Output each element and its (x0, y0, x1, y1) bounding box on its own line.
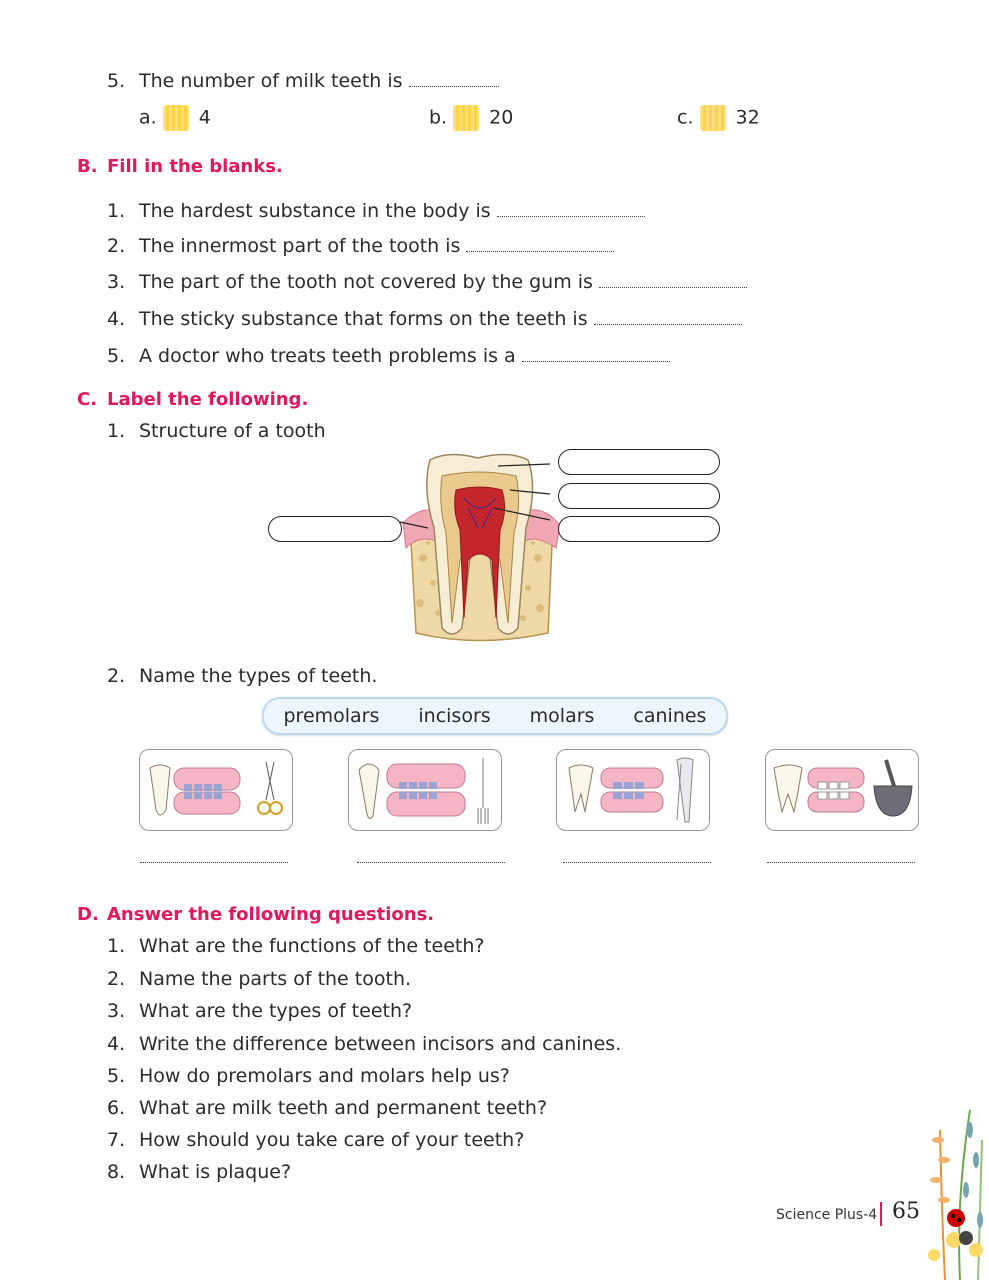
premolar-card (556, 749, 710, 831)
question-item: 6. What are milk teeth and permanent teeth? (107, 1097, 548, 1119)
question-item: 4. Write the difference between incisors and canines. (107, 1033, 622, 1055)
fill-item: 4. The sticky substance that forms on the teeth is (107, 307, 742, 331)
answer-blank[interactable] (767, 862, 915, 863)
answer-blank[interactable] (522, 347, 670, 362)
option-c[interactable]: c. 32 (677, 105, 760, 131)
fill-item: 5. A doctor who treats teeth problems is a (107, 344, 670, 368)
premolar-tooth-icon (569, 765, 593, 812)
incisor-tooth-icon (150, 765, 170, 815)
question-item: 1. What are the functions of the teeth? (107, 935, 485, 957)
fork-icon (478, 758, 488, 824)
answer-box[interactable] (163, 105, 189, 131)
answer-blank[interactable] (466, 237, 614, 252)
molar-tooth-icon (774, 765, 802, 812)
canine-card (348, 749, 502, 831)
molar-card (765, 749, 919, 831)
answer-blank[interactable] (409, 72, 499, 87)
tooth-label-box-dentine[interactable] (558, 483, 720, 509)
label-item-2: 2. Name the types of teeth. (107, 665, 378, 687)
canine-tooth-icon (359, 764, 379, 819)
word-bank (262, 697, 728, 735)
tooth-label-box-enamel[interactable] (558, 449, 720, 475)
fill-item: 1. The hardest substance in the body is (107, 199, 645, 223)
section-b-heading: B. Fill in the blanks. (77, 156, 283, 177)
question-5: 5. The number of milk teeth is (107, 69, 499, 93)
word-premolars: premolars (283, 705, 380, 727)
fill-item: 2. The innermost part of the tooth is (107, 234, 614, 258)
word-canines: canines (633, 705, 707, 727)
answer-box[interactable] (700, 105, 726, 131)
answer-blank[interactable] (563, 862, 711, 863)
answer-box[interactable] (453, 105, 479, 131)
answer-blank[interactable] (599, 273, 747, 288)
tooth-label-box-gum[interactable] (268, 516, 402, 542)
answer-blank[interactable] (140, 862, 288, 863)
decorative-plant-illustration (920, 1100, 989, 1280)
question-item: 5. How do premolars and molars help us? (107, 1065, 510, 1087)
answer-blank[interactable] (594, 310, 742, 325)
incisor-card (139, 749, 293, 831)
page-number: 65 (892, 1199, 920, 1224)
scissors-icon (258, 762, 282, 814)
word-molars: molars (529, 705, 595, 727)
question-item: 8. What is plaque? (107, 1161, 292, 1183)
footer-divider (880, 1202, 882, 1226)
label-item-1: 1. Structure of a tooth (107, 420, 326, 442)
option-b[interactable]: b. 20 (429, 105, 513, 131)
question-item: 2. Name the parts of the tooth. (107, 968, 412, 990)
question-item: 3. What are the types of teeth? (107, 1000, 413, 1022)
answer-blank[interactable] (497, 202, 645, 217)
answer-blank[interactable] (357, 862, 505, 863)
tooth-label-box-pulp[interactable] (558, 516, 720, 542)
section-d-heading: D. Answer the following questions. (77, 904, 435, 925)
ladybug-icon (947, 1209, 965, 1227)
question-item: 7. How should you take care of your teeth? (107, 1129, 525, 1151)
fill-item: 3. The part of the tooth not covered by the gum is (107, 270, 747, 294)
nutcracker-icon (677, 758, 693, 822)
book-title: Science Plus-4 (776, 1207, 878, 1223)
word-incisors: incisors (418, 705, 491, 727)
section-c-heading: C. Label the following. (77, 389, 309, 410)
option-a[interactable]: a. 4 (139, 105, 211, 131)
bee-icon (959, 1231, 973, 1245)
tooth-structure-diagram (398, 448, 563, 654)
mortar-pestle-icon (874, 760, 912, 816)
